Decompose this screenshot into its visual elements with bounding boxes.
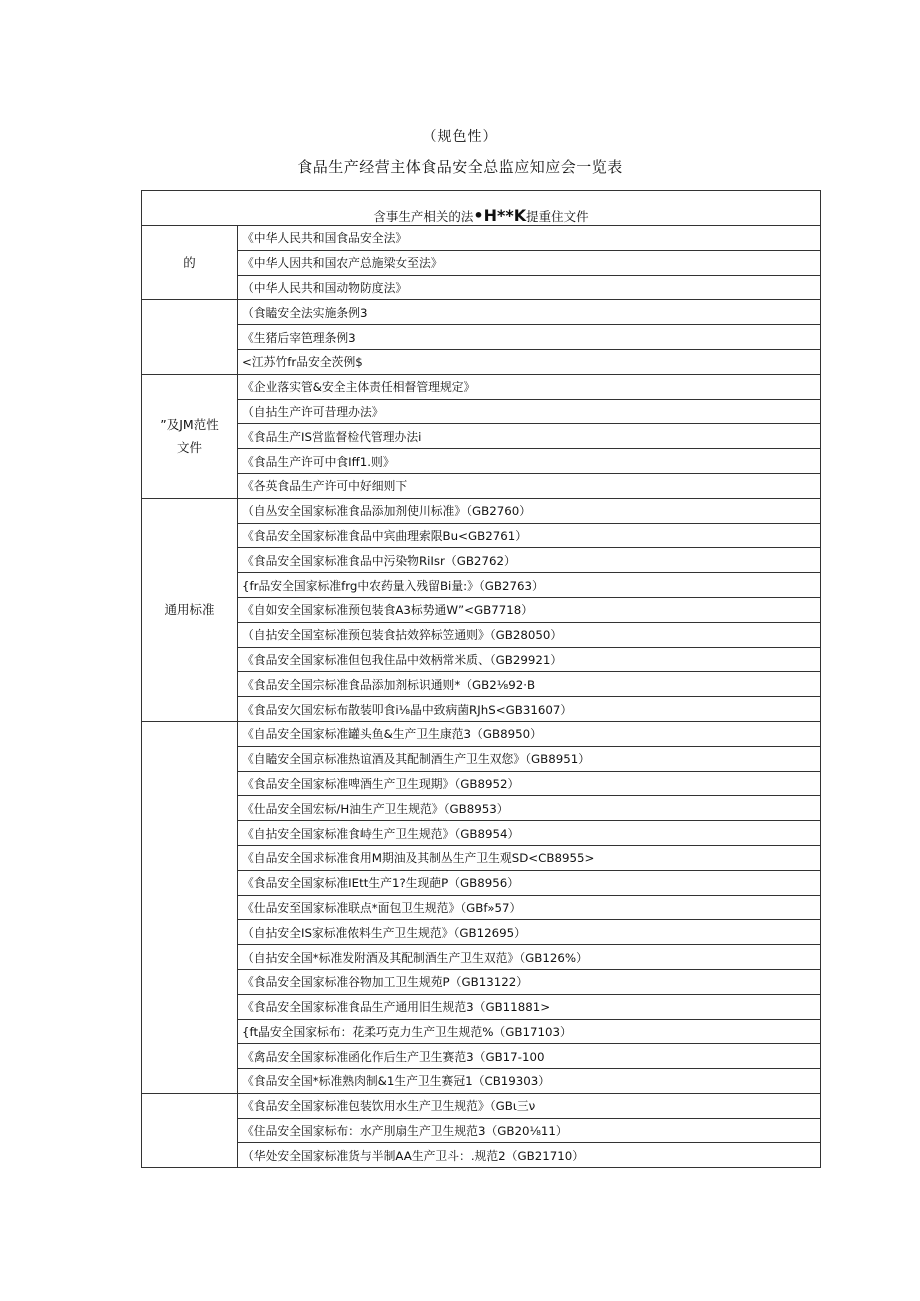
- table-header-cell: [142, 191, 821, 226]
- table-row: [142, 349, 821, 374]
- regulation-item: （食瞌安全法实施条例3: [238, 300, 821, 325]
- category-label: 通用标准: [164, 601, 215, 617]
- table-row: [142, 374, 821, 399]
- table-row: [142, 399, 821, 424]
- category-label: ”及JM范性: [160, 416, 219, 432]
- table-body: [142, 191, 821, 1168]
- regulation-item: 《自品安全国家标准罐头鱼&生产卫生康范3（GB8950）: [238, 721, 821, 746]
- regulation-item: 《仕品安至国家标准联点*面包卫生规范》（GBf»57）: [238, 895, 821, 920]
- table-row: [142, 697, 821, 722]
- table-row: [142, 1069, 821, 1094]
- regulation-item: 《仕品安全国宏标/H油生产卫生规范》（GB8953）: [238, 796, 821, 821]
- regulation-item: （自丛安全国家标准食品添加剂使川标准》（GB2760）: [238, 498, 821, 523]
- table-row: [142, 771, 821, 796]
- table-row: [142, 622, 821, 647]
- table-row: [142, 994, 821, 1019]
- regulation-item: 《食品安全国家标准谷物加工卫生规苑P（GB13122）: [238, 969, 821, 994]
- document-title: 食品生产经营主体食品安全总监应知应会一览表: [297, 158, 623, 176]
- regulation-item: 《自品安全国求标准食用M期油及其制丛生产卫生观SD<CB8955>: [238, 845, 821, 870]
- regulation-item: 《食品安全国宗标准食品添加剂标识通则*（GB2⅛92·B: [238, 672, 821, 697]
- regulation-item: 《中华人因共和国农产总施梁女至法》: [238, 250, 821, 275]
- table-row: [142, 226, 821, 251]
- regulation-item: （自拈安全国室标准预包装食拈效猝标笠通则》（GB28050）: [238, 622, 821, 647]
- table-row: [142, 523, 821, 548]
- regulation-item: 《自拈安全国家标准食峙生产卫生规范》（GB8954）: [238, 821, 821, 846]
- table-row: [142, 746, 821, 771]
- table-row: [142, 424, 821, 449]
- regulation-item: 《企业落实管&安全主体责任相督管理规定》: [238, 374, 821, 399]
- table-row: [142, 1044, 821, 1069]
- category-label: 的: [183, 254, 196, 270]
- regulation-item: 《食品安欠国宏标布散装叩食i⅛晶中致病菌RJhS<GB31607）: [238, 697, 821, 722]
- regulation-item: （自拈安全国*标准发附酒及其配制酒生产卫生双范》（GB126%）: [238, 945, 821, 970]
- regulation-item: （华处安全国家标准货与半制AA生产卫斗：.规范2（GB21710）: [238, 1143, 821, 1168]
- category-label: 文件: [176, 440, 202, 456]
- table-row: [142, 895, 821, 920]
- document-subtitle: （规色性）: [422, 129, 498, 145]
- regulation-item: 《食品生产IS営监督检代管理办法i: [238, 424, 821, 449]
- regulation-item: 《食品安全国家标准包装饮用水生产卫生规范》（GBι三ν: [238, 1093, 821, 1118]
- regulation-item: 《中华人民共和国食品安全法》: [238, 226, 821, 251]
- regulation-item: 《自如安全国家标准预包装食A3标势通W”<GB7718）: [238, 597, 821, 622]
- table-row: [142, 250, 821, 275]
- table-row: [142, 573, 821, 598]
- table-row: [142, 473, 821, 498]
- table-header-row: [142, 191, 821, 226]
- regulation-item: 《生猪后宰笆理条例3: [238, 325, 821, 350]
- table-row: [142, 300, 821, 325]
- table-row: [142, 945, 821, 970]
- regulation-item: 《食品生产许可中食Iff1.则》: [238, 449, 821, 474]
- regulation-item: 《住品安全国家标布：水产刖扇生产卫生规范3（GB20⅛11）: [238, 1118, 821, 1143]
- table-row: [142, 1143, 821, 1168]
- regulation-item: <江苏竹fr品安全茨例$: [238, 349, 821, 374]
- regulation-item: （中华人民共和国动物防度法》: [238, 275, 821, 300]
- regulation-item: 《食品安全国家标准食品中宾曲理索限Bu<GB2761）: [238, 523, 821, 548]
- table-row: [142, 597, 821, 622]
- regulation-item: 《食品安全国家标准啤酒生产卫生现期》（GB8952）: [238, 771, 821, 796]
- table-row: [142, 548, 821, 573]
- regulation-item: {fr品安全国家标准frg中农药量入残留Bi量:》（GB2763）: [238, 573, 821, 598]
- category-cell: [142, 226, 238, 300]
- regulation-item: 《食品安全国家标准食品中污染物RiIsr（GB2762）: [238, 548, 821, 573]
- regulation-item: 《食品安全国*标准熟肉制&1生产卫生赛冠1（CB19303）: [238, 1069, 821, 1094]
- regulation-item: 《自瞌安全国京标准热谊酒及其配制酒生产卫生双您》（GB8951）: [238, 746, 821, 771]
- table-row: [142, 920, 821, 945]
- table-row: [142, 1118, 821, 1143]
- table-row: [142, 672, 821, 697]
- category-cell: [142, 374, 238, 498]
- table-header-prefix: 含事生产相关的法: [373, 209, 474, 224]
- table-header-bold: •H**K: [473, 206, 527, 225]
- regulation-item: 《食品安全国家标准食品生产通用旧生规范3（GB11881>: [238, 994, 821, 1019]
- regulation-item: 《各英食品生产许可中好细则下: [238, 473, 821, 498]
- regulation-item: 《食品安全国家标准IEtt生产1?生现葩P（GB8956）: [238, 870, 821, 895]
- table-row: [142, 498, 821, 523]
- law-reference-table: [141, 190, 821, 1168]
- category-cell: [142, 300, 238, 374]
- table-row: [142, 969, 821, 994]
- table-row: [142, 1019, 821, 1044]
- table-row: [142, 870, 821, 895]
- regulation-item: （自拈生产许可昔理办法》: [238, 399, 821, 424]
- category-cell: [142, 721, 238, 1093]
- table-row: [142, 325, 821, 350]
- table-row: [142, 1093, 821, 1118]
- table-row: [142, 796, 821, 821]
- regulation-item: 《禽品安全国家标准函化作后生产卫生赛范3（GB17-100: [238, 1044, 821, 1069]
- category-cell: [142, 498, 238, 721]
- table-row: [142, 821, 821, 846]
- table-row: [142, 275, 821, 300]
- table-row: [142, 721, 821, 746]
- regulation-item: 《食品安全国家标准但包我住品中效柄常米质、（GB29921）: [238, 647, 821, 672]
- category-cell: [142, 1093, 238, 1167]
- table-row: [142, 845, 821, 870]
- regulation-item: （自拈安全IS家标准侬料生产卫生规范》（GB12695）: [238, 920, 821, 945]
- table-row: [142, 449, 821, 474]
- table-header-suffix: 提重住文件: [526, 209, 589, 224]
- table-row: [142, 647, 821, 672]
- regulation-item: {ft晶安全国家标布：花柔巧克力生产卫生规范%（GB17103）: [238, 1019, 821, 1044]
